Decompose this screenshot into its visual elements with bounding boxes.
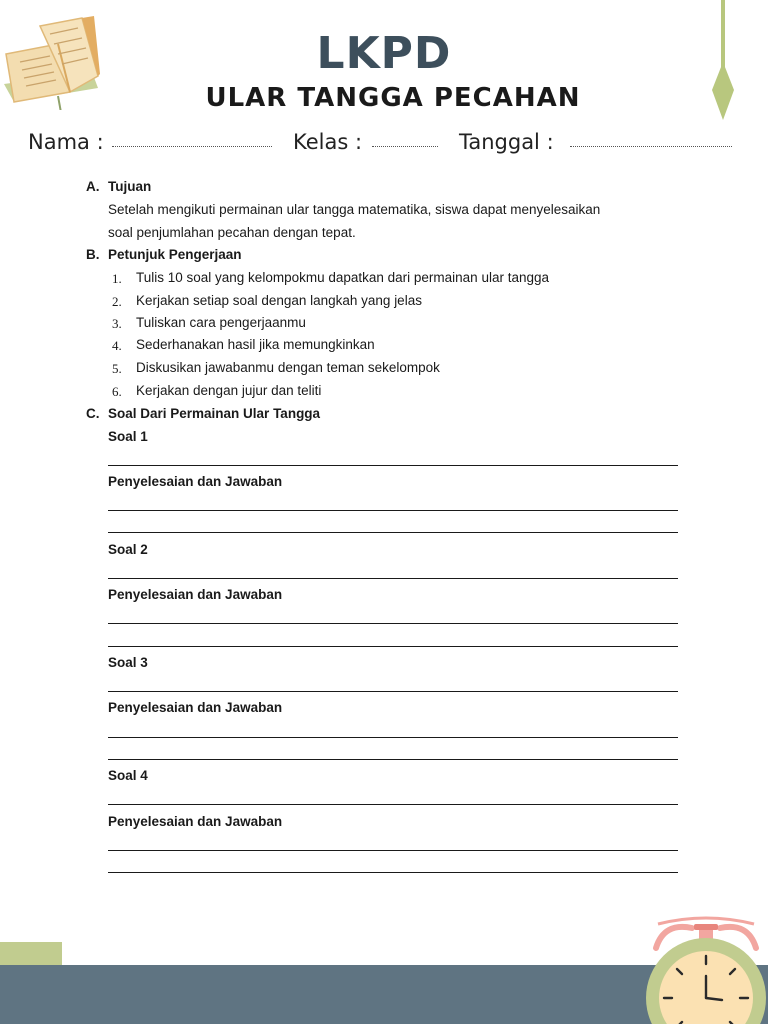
step-text: Diskusikan jawabanmu dengan teman sekelompok: [136, 360, 440, 375]
step-number: 2.: [112, 294, 122, 309]
page-title: LKPD: [316, 28, 452, 79]
answer-line[interactable]: [108, 532, 678, 533]
section-b-letter: B.: [86, 247, 100, 262]
answer-line[interactable]: [108, 872, 678, 873]
step-text: Kerjakan dengan jujur dan teliti: [136, 383, 322, 398]
nama-label: Nama :: [28, 130, 104, 154]
step-text: Tuliskan cara pengerjaanmu: [136, 315, 306, 330]
step-text: Kerjakan setiap soal dengan langkah yang jelas: [136, 293, 422, 308]
answer-line[interactable]: [108, 623, 678, 624]
tanggal-field[interactable]: [570, 146, 732, 147]
step-number: 1.: [112, 271, 122, 286]
nama-field[interactable]: [112, 146, 272, 147]
step-number: 4.: [112, 338, 122, 353]
step-number: 5.: [112, 361, 122, 376]
answer-label: Penyelesaian dan Jawaban: [108, 587, 283, 602]
answer-label: Penyelesaian dan Jawaban: [108, 814, 283, 829]
question-line[interactable]: [108, 578, 678, 579]
answer-line[interactable]: [108, 646, 678, 647]
question-label: Soal 2: [108, 542, 148, 557]
answer-line[interactable]: [108, 759, 678, 760]
section-a-text-line: Setelah mengikuti permainan ular tangga matematika, siswa dapat menyelesaikan: [108, 202, 601, 217]
question-label: Soal 4: [108, 768, 148, 783]
answer-line[interactable]: [108, 510, 678, 511]
question-line[interactable]: [108, 804, 678, 805]
section-a-text-line: soal penjumlahan pecahan dengan tepat.: [108, 225, 356, 240]
section-a-letter: A.: [86, 179, 100, 194]
kelas-label: Kelas :: [293, 130, 363, 154]
question-label: Soal 3: [108, 655, 148, 670]
section-a-title: Tujuan: [108, 179, 152, 194]
section-c-title: Soal Dari Permainan Ular Tangga: [108, 406, 321, 421]
step-number: 6.: [112, 384, 122, 399]
page-subtitle: ULAR TANGGA PECAHAN: [205, 83, 581, 113]
section-b-title: Petunjuk Pengerjaan: [108, 247, 242, 262]
question-line[interactable]: [108, 465, 678, 466]
step-text: Sederhanakan hasil jika memungkinkan: [136, 337, 375, 352]
question-label: Soal 1: [108, 429, 148, 444]
tanggal-label: Tanggal :: [459, 130, 554, 154]
step-number: 3.: [112, 316, 122, 331]
answer-label: Penyelesaian dan Jawaban: [108, 474, 283, 489]
answer-line[interactable]: [108, 737, 678, 738]
alarm-clock-icon: [644, 914, 768, 1024]
answer-label: Penyelesaian dan Jawaban: [108, 700, 283, 715]
section-c-letter: C.: [86, 406, 100, 421]
answer-line[interactable]: [108, 850, 678, 851]
question-line[interactable]: [108, 691, 678, 692]
step-text: Tulis 10 soal yang kelompokmu dapatkan dari permainan ular tangga: [136, 270, 549, 285]
kelas-field[interactable]: [372, 146, 438, 147]
